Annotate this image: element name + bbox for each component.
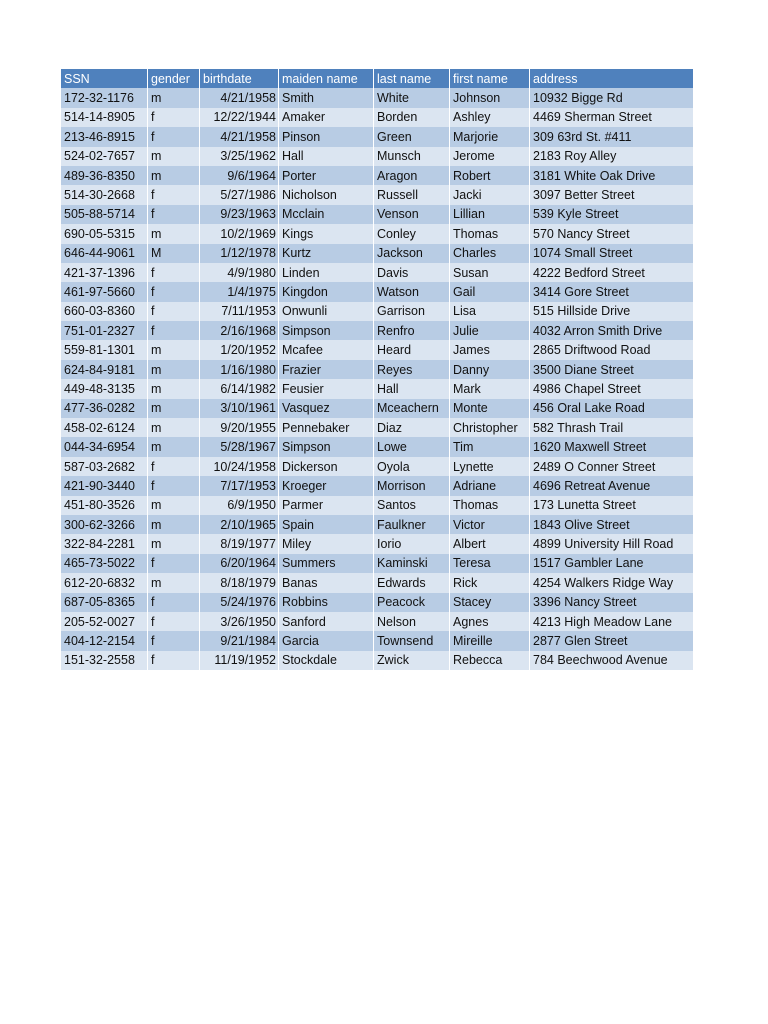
maiden-name-cell: Parmer: [279, 496, 374, 515]
gender-cell: m: [148, 166, 200, 185]
table-row: [61, 379, 694, 398]
first-name-cell: Mark: [450, 379, 530, 398]
first-name-cell: Albert: [450, 534, 530, 553]
maiden-name-cell: Stockdale: [279, 651, 374, 670]
table-row: [61, 399, 694, 418]
first-name-cell: Jerome: [450, 147, 530, 166]
birthdate-cell: 2/16/1968: [200, 321, 279, 340]
table-row: [61, 612, 694, 631]
table-row: [61, 108, 694, 127]
ssn-cell: 205-52-0027: [61, 612, 148, 631]
address-cell: 173 Lunetta Street: [530, 496, 694, 515]
birthdate-cell: 2/10/1965: [200, 515, 279, 534]
gender-cell: f: [148, 205, 200, 224]
table-row: [61, 418, 694, 437]
gender-cell: M: [148, 244, 200, 263]
maiden-name-cell: Hall: [279, 147, 374, 166]
last-name-cell: Morrison: [374, 476, 450, 495]
first-name-cell: Rebecca: [450, 651, 530, 670]
first-name-cell: Tim: [450, 437, 530, 456]
birthdate-cell: 6/14/1982: [200, 379, 279, 398]
last-name-cell: Faulkner: [374, 515, 450, 534]
birthdate-cell: 9/21/1984: [200, 631, 279, 650]
last-name-cell: Venson: [374, 205, 450, 224]
address-cell: 309 63rd St. #411: [530, 127, 694, 146]
maiden-name-cell: Pennebaker: [279, 418, 374, 437]
last-name-cell: Diaz: [374, 418, 450, 437]
gender-cell: m: [148, 224, 200, 243]
ssn-cell: 690-05-5315: [61, 224, 148, 243]
last-name-cell: Renfro: [374, 321, 450, 340]
first-name-cell: James: [450, 340, 530, 359]
ssn-cell: 421-90-3440: [61, 476, 148, 495]
column-header-gender: gender: [148, 69, 200, 88]
maiden-name-cell: Mcclain: [279, 205, 374, 224]
address-cell: 539 Kyle Street: [530, 205, 694, 224]
last-name-cell: Munsch: [374, 147, 450, 166]
last-name-cell: Aragon: [374, 166, 450, 185]
table-row: [61, 127, 694, 146]
gender-cell: f: [148, 612, 200, 631]
birthdate-cell: 10/24/1958: [200, 457, 279, 476]
ssn-cell: 404-12-2154: [61, 631, 148, 650]
table-row: [61, 147, 694, 166]
maiden-name-cell: Smith: [279, 88, 374, 107]
first-name-cell: Rick: [450, 573, 530, 592]
gender-cell: f: [148, 321, 200, 340]
maiden-name-cell: Dickerson: [279, 457, 374, 476]
first-name-cell: Lillian: [450, 205, 530, 224]
first-name-cell: Agnes: [450, 612, 530, 631]
last-name-cell: Borden: [374, 108, 450, 127]
birthdate-cell: 9/23/1963: [200, 205, 279, 224]
maiden-name-cell: Linden: [279, 263, 374, 282]
maiden-name-cell: Frazier: [279, 360, 374, 379]
birthdate-cell: 5/28/1967: [200, 437, 279, 456]
last-name-cell: Watson: [374, 282, 450, 301]
column-header-ssn: SSN: [61, 69, 148, 88]
first-name-cell: Thomas: [450, 224, 530, 243]
maiden-name-cell: Vasquez: [279, 399, 374, 418]
column-header-birthdate: birthdate: [200, 69, 279, 88]
address-cell: 4213 High Meadow Lane: [530, 612, 694, 631]
birthdate-cell: 9/20/1955: [200, 418, 279, 437]
birthdate-cell: 3/26/1950: [200, 612, 279, 631]
gender-cell: f: [148, 476, 200, 495]
birthdate-cell: 8/18/1979: [200, 573, 279, 592]
table-row: [61, 205, 694, 224]
gender-cell: f: [148, 282, 200, 301]
ssn-cell: 505-88-5714: [61, 205, 148, 224]
address-cell: 4986 Chapel Street: [530, 379, 694, 398]
last-name-cell: Santos: [374, 496, 450, 515]
ssn-cell: 421-37-1396: [61, 263, 148, 282]
birthdate-cell: 7/11/1953: [200, 302, 279, 321]
gender-cell: m: [148, 534, 200, 553]
address-cell: 570 Nancy Street: [530, 224, 694, 243]
ssn-cell: 587-03-2682: [61, 457, 148, 476]
maiden-name-cell: Robbins: [279, 593, 374, 612]
table-row: [61, 437, 694, 456]
maiden-name-cell: Banas: [279, 573, 374, 592]
gender-cell: m: [148, 340, 200, 359]
gender-cell: m: [148, 437, 200, 456]
last-name-cell: Garrison: [374, 302, 450, 321]
table-row: [61, 360, 694, 379]
address-cell: 582 Thrash Trail: [530, 418, 694, 437]
maiden-name-cell: Kroeger: [279, 476, 374, 495]
gender-cell: m: [148, 573, 200, 592]
gender-cell: m: [148, 379, 200, 398]
address-cell: 2183 Roy Alley: [530, 147, 694, 166]
ssn-cell: 151-32-2558: [61, 651, 148, 670]
maiden-name-cell: Summers: [279, 554, 374, 573]
table-row: [61, 651, 694, 670]
table-row: [61, 244, 694, 263]
first-name-cell: Jacki: [450, 185, 530, 204]
table-row: [61, 340, 694, 359]
birthdate-cell: 1/4/1975: [200, 282, 279, 301]
gender-cell: m: [148, 147, 200, 166]
ssn-cell: 477-36-0282: [61, 399, 148, 418]
column-header-last-name: last name: [374, 69, 450, 88]
birthdate-cell: 6/9/1950: [200, 496, 279, 515]
first-name-cell: Adriane: [450, 476, 530, 495]
address-cell: 515 Hillside Drive: [530, 302, 694, 321]
table-row: [61, 185, 694, 204]
table-row: [61, 534, 694, 553]
first-name-cell: Stacey: [450, 593, 530, 612]
first-name-cell: Ashley: [450, 108, 530, 127]
address-cell: 784 Beechwood Avenue: [530, 651, 694, 670]
column-header-address: address: [530, 69, 694, 88]
birthdate-cell: 4/21/1958: [200, 88, 279, 107]
address-cell: 2865 Driftwood Road: [530, 340, 694, 359]
birthdate-cell: 1/12/1978: [200, 244, 279, 263]
ssn-cell: 514-30-2668: [61, 185, 148, 204]
maiden-name-cell: Kingdon: [279, 282, 374, 301]
table-row: [61, 302, 694, 321]
gender-cell: f: [148, 127, 200, 146]
maiden-name-cell: Porter: [279, 166, 374, 185]
ssn-cell: 458-02-6124: [61, 418, 148, 437]
gender-cell: f: [148, 185, 200, 204]
last-name-cell: Zwick: [374, 651, 450, 670]
address-cell: 1843 Olive Street: [530, 515, 694, 534]
ssn-cell: 646-44-9061: [61, 244, 148, 263]
address-cell: 3396 Nancy Street: [530, 593, 694, 612]
last-name-cell: White: [374, 88, 450, 107]
gender-cell: m: [148, 88, 200, 107]
ssn-cell: 451-80-3526: [61, 496, 148, 515]
first-name-cell: Charles: [450, 244, 530, 263]
address-cell: 4469 Sherman Street: [530, 108, 694, 127]
first-name-cell: Marjorie: [450, 127, 530, 146]
first-name-cell: Lisa: [450, 302, 530, 321]
ssn-cell: 612-20-6832: [61, 573, 148, 592]
first-name-cell: Monte: [450, 399, 530, 418]
birthdate-cell: 4/21/1958: [200, 127, 279, 146]
table-row: [61, 476, 694, 495]
birthdate-cell: 7/17/1953: [200, 476, 279, 495]
gender-cell: f: [148, 263, 200, 282]
address-cell: 1074 Small Street: [530, 244, 694, 263]
birthdate-cell: 5/27/1986: [200, 185, 279, 204]
address-cell: 4254 Walkers Ridge Way: [530, 573, 694, 592]
header-row: [61, 69, 694, 88]
maiden-name-cell: Spain: [279, 515, 374, 534]
table-row: [61, 321, 694, 340]
table-row: [61, 593, 694, 612]
maiden-name-cell: Kurtz: [279, 244, 374, 263]
first-name-cell: Susan: [450, 263, 530, 282]
maiden-name-cell: Simpson: [279, 321, 374, 340]
ssn-cell: 489-36-8350: [61, 166, 148, 185]
ssn-cell: 213-46-8915: [61, 127, 148, 146]
table-row: [61, 515, 694, 534]
gender-cell: m: [148, 515, 200, 534]
maiden-name-cell: Kings: [279, 224, 374, 243]
last-name-cell: Heard: [374, 340, 450, 359]
gender-cell: f: [148, 554, 200, 573]
address-cell: 3097 Better Street: [530, 185, 694, 204]
table-row: [61, 166, 694, 185]
first-name-cell: Julie: [450, 321, 530, 340]
last-name-cell: Jackson: [374, 244, 450, 263]
first-name-cell: Teresa: [450, 554, 530, 573]
maiden-name-cell: Sanford: [279, 612, 374, 631]
first-name-cell: Danny: [450, 360, 530, 379]
maiden-name-cell: Pinson: [279, 127, 374, 146]
address-cell: 10932 Bigge Rd: [530, 88, 694, 107]
table-row: [61, 263, 694, 282]
address-cell: 2877 Glen Street: [530, 631, 694, 650]
address-cell: 4696 Retreat Avenue: [530, 476, 694, 495]
ssn-cell: 660-03-8360: [61, 302, 148, 321]
table-row: [61, 573, 694, 592]
address-cell: 4222 Bedford Street: [530, 263, 694, 282]
first-name-cell: Robert: [450, 166, 530, 185]
gender-cell: f: [148, 457, 200, 476]
table-row: [61, 224, 694, 243]
ssn-cell: 524-02-7657: [61, 147, 148, 166]
first-name-cell: Lynette: [450, 457, 530, 476]
ssn-cell: 449-48-3135: [61, 379, 148, 398]
gender-cell: f: [148, 631, 200, 650]
ssn-cell: 465-73-5022: [61, 554, 148, 573]
last-name-cell: Iorio: [374, 534, 450, 553]
maiden-name-cell: Miley: [279, 534, 374, 553]
gender-cell: f: [148, 108, 200, 127]
column-header-first-name: first name: [450, 69, 530, 88]
maiden-name-cell: Nicholson: [279, 185, 374, 204]
maiden-name-cell: Onwunli: [279, 302, 374, 321]
last-name-cell: Reyes: [374, 360, 450, 379]
ssn-cell: 461-97-5660: [61, 282, 148, 301]
last-name-cell: Peacock: [374, 593, 450, 612]
birthdate-cell: 1/16/1980: [200, 360, 279, 379]
ssn-cell: 624-84-9181: [61, 360, 148, 379]
first-name-cell: Victor: [450, 515, 530, 534]
ssn-cell: 687-05-8365: [61, 593, 148, 612]
last-name-cell: Lowe: [374, 437, 450, 456]
address-cell: 1517 Gambler Lane: [530, 554, 694, 573]
birthdate-cell: 6/20/1964: [200, 554, 279, 573]
ssn-cell: 514-14-8905: [61, 108, 148, 127]
first-name-cell: Thomas: [450, 496, 530, 515]
ssn-cell: 559-81-1301: [61, 340, 148, 359]
birthdate-cell: 1/20/1952: [200, 340, 279, 359]
first-name-cell: Johnson: [450, 88, 530, 107]
birthdate-cell: 3/10/1961: [200, 399, 279, 418]
table-row: [61, 631, 694, 650]
address-cell: 3181 White Oak Drive: [530, 166, 694, 185]
address-cell: 4032 Arron Smith Drive: [530, 321, 694, 340]
last-name-cell: Nelson: [374, 612, 450, 631]
gender-cell: f: [148, 302, 200, 321]
address-cell: 4899 University Hill Road: [530, 534, 694, 553]
birthdate-cell: 5/24/1976: [200, 593, 279, 612]
birthdate-cell: 12/22/1944: [200, 108, 279, 127]
maiden-name-cell: Feusier: [279, 379, 374, 398]
address-cell: 1620 Maxwell Street: [530, 437, 694, 456]
address-cell: 2489 O Conner Street: [530, 457, 694, 476]
table-row: [61, 457, 694, 476]
first-name-cell: Gail: [450, 282, 530, 301]
maiden-name-cell: Mcafee: [279, 340, 374, 359]
last-name-cell: Oyola: [374, 457, 450, 476]
last-name-cell: Mceachern: [374, 399, 450, 418]
gender-cell: m: [148, 418, 200, 437]
table-row: [61, 282, 694, 301]
last-name-cell: Townsend: [374, 631, 450, 650]
birthdate-cell: 10/2/1969: [200, 224, 279, 243]
gender-cell: f: [148, 651, 200, 670]
gender-cell: m: [148, 360, 200, 379]
birthdate-cell: 4/9/1980: [200, 263, 279, 282]
gender-cell: f: [148, 593, 200, 612]
birthdate-cell: 11/19/1952: [200, 651, 279, 670]
ssn-cell: 322-84-2281: [61, 534, 148, 553]
birthdate-cell: 8/19/1977: [200, 534, 279, 553]
records-table: [61, 69, 694, 670]
maiden-name-cell: Simpson: [279, 437, 374, 456]
table-row: [61, 554, 694, 573]
last-name-cell: Edwards: [374, 573, 450, 592]
last-name-cell: Davis: [374, 263, 450, 282]
last-name-cell: Green: [374, 127, 450, 146]
last-name-cell: Hall: [374, 379, 450, 398]
address-cell: 3500 Diane Street: [530, 360, 694, 379]
last-name-cell: Kaminski: [374, 554, 450, 573]
birthdate-cell: 9/6/1964: [200, 166, 279, 185]
gender-cell: m: [148, 496, 200, 515]
ssn-cell: 172-32-1176: [61, 88, 148, 107]
maiden-name-cell: Amaker: [279, 108, 374, 127]
ssn-cell: 300-62-3266: [61, 515, 148, 534]
birthdate-cell: 3/25/1962: [200, 147, 279, 166]
table-row: [61, 88, 694, 107]
ssn-cell: 044-34-6954: [61, 437, 148, 456]
last-name-cell: Conley: [374, 224, 450, 243]
table-row: [61, 496, 694, 515]
first-name-cell: Mireille: [450, 631, 530, 650]
address-cell: 3414 Gore Street: [530, 282, 694, 301]
address-cell: 456 Oral Lake Road: [530, 399, 694, 418]
column-header-maiden-name: maiden name: [279, 69, 374, 88]
gender-cell: m: [148, 399, 200, 418]
maiden-name-cell: Garcia: [279, 631, 374, 650]
first-name-cell: Christopher: [450, 418, 530, 437]
ssn-cell: 751-01-2327: [61, 321, 148, 340]
last-name-cell: Russell: [374, 185, 450, 204]
